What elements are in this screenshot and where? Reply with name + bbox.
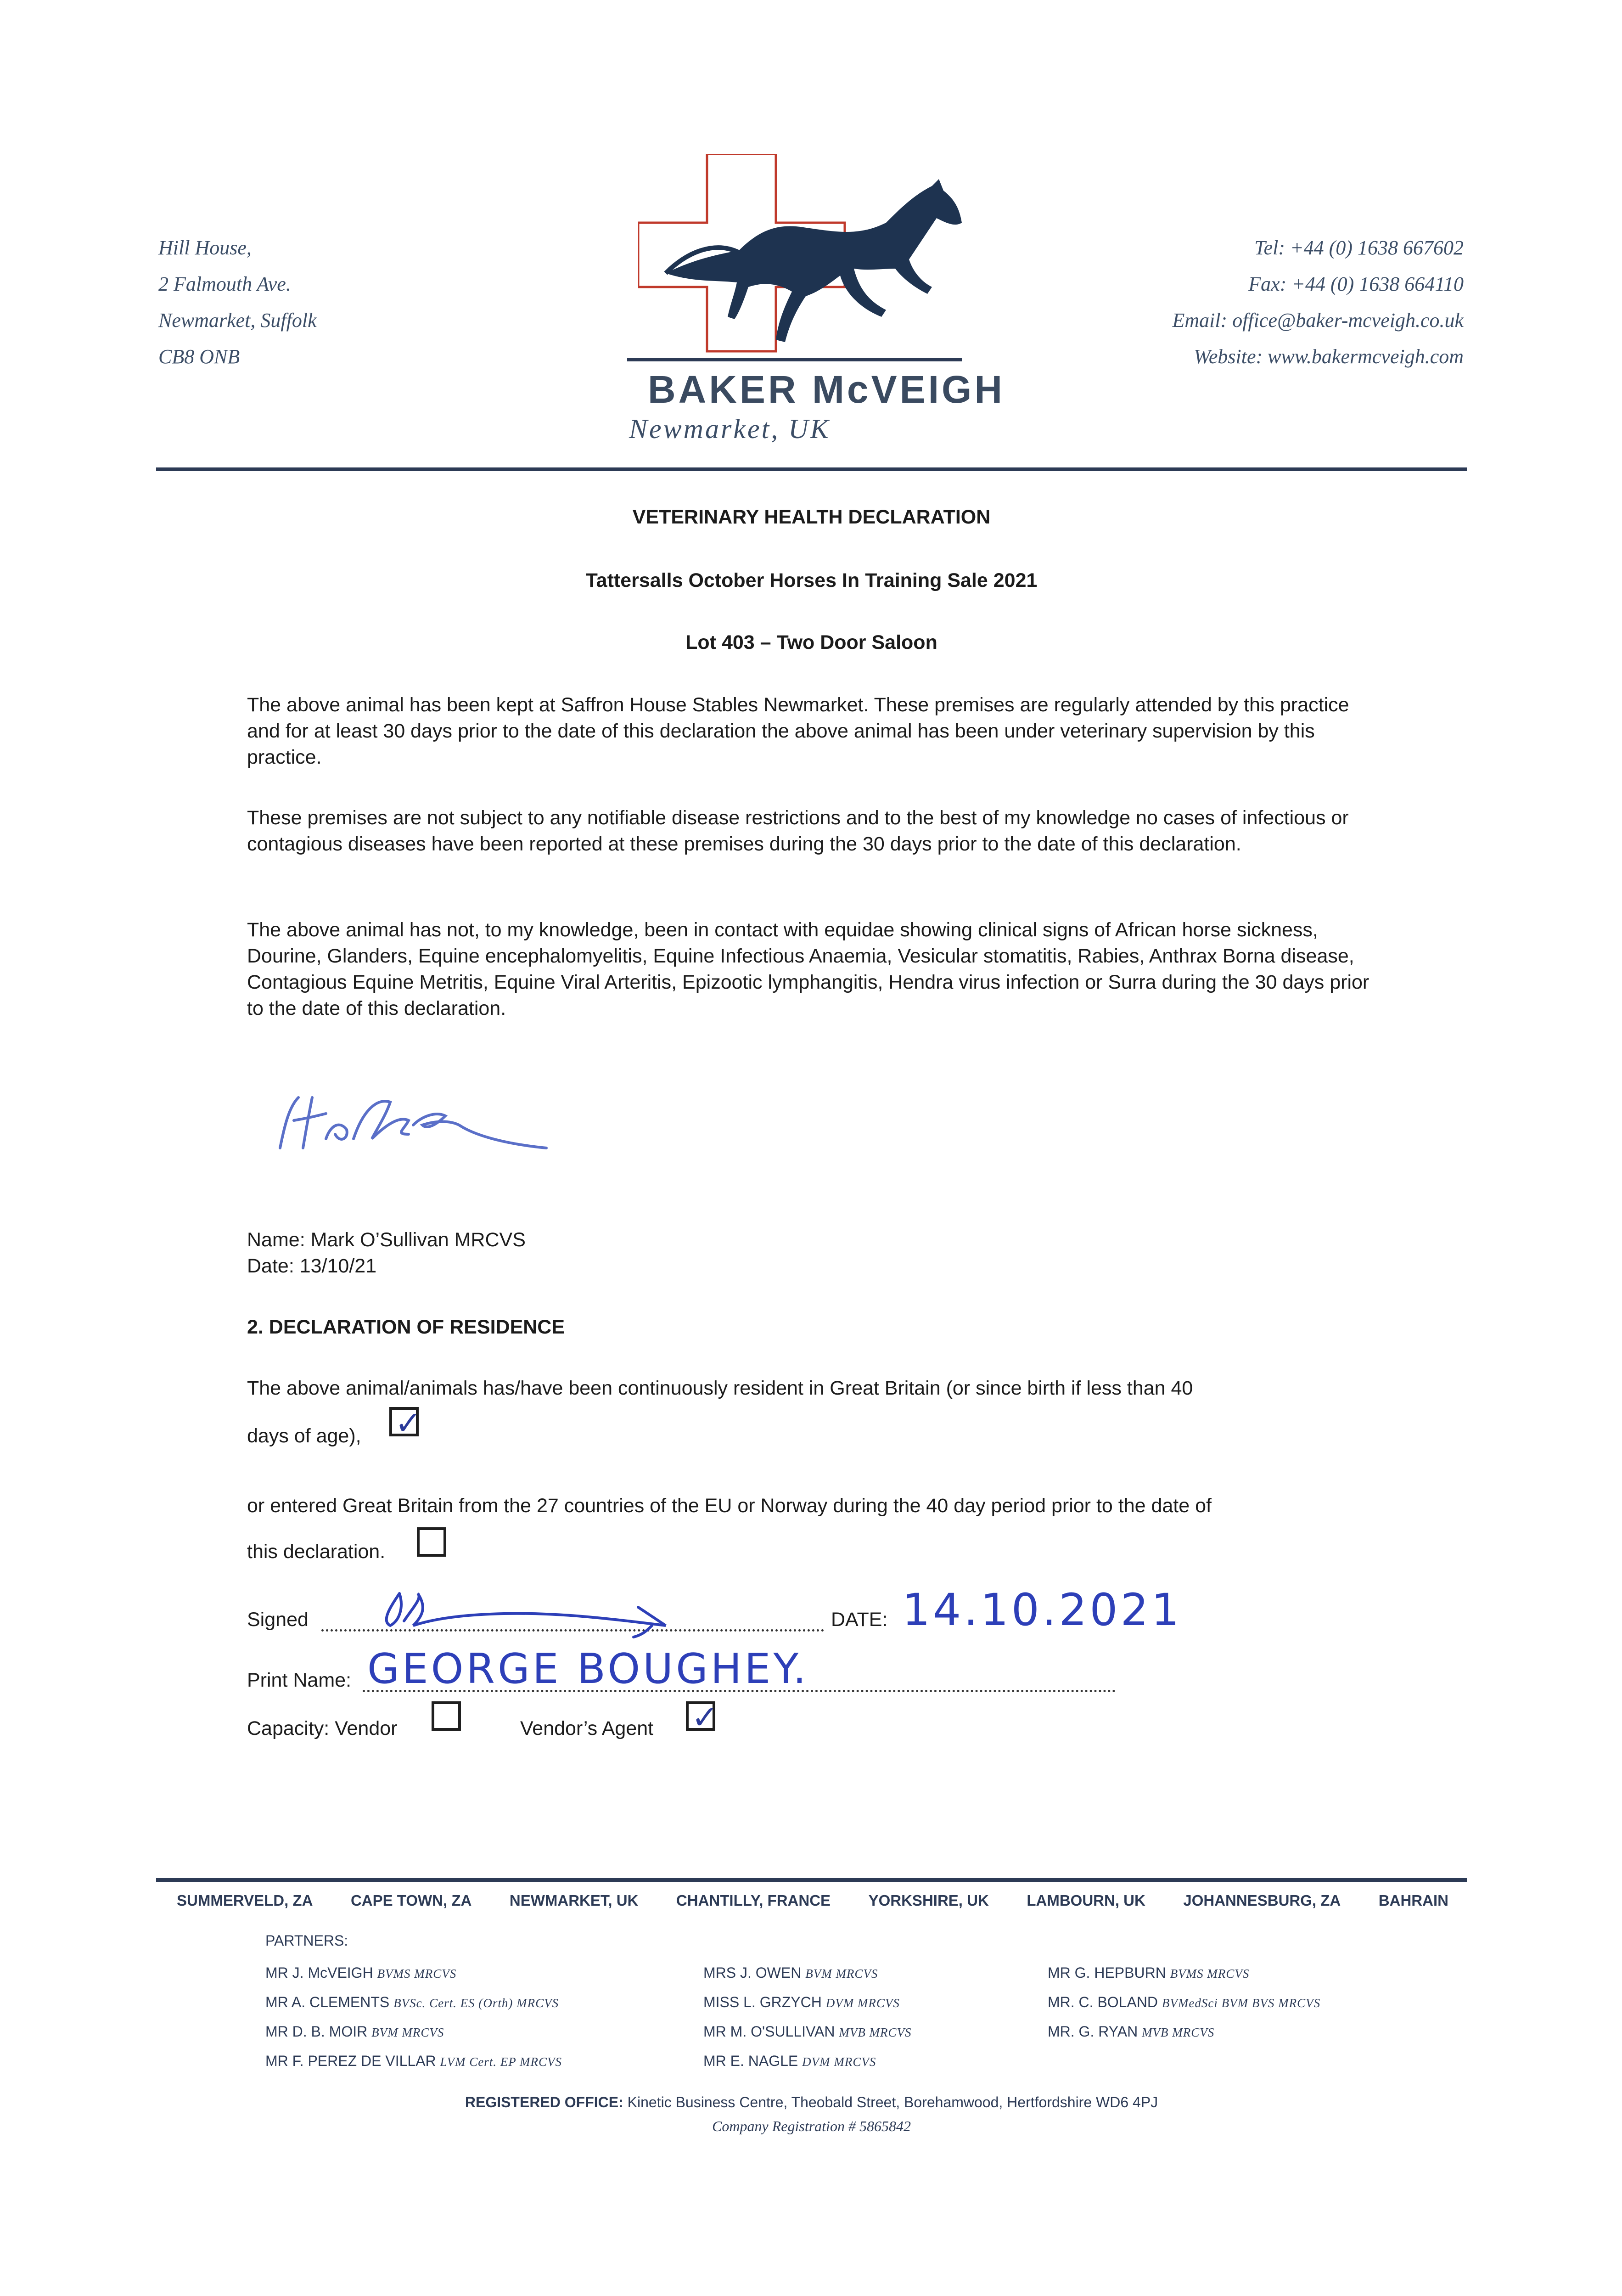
partners-column-3	[1048, 1958, 1320, 2047]
office-location: LAMBOURN, UK	[1027, 1892, 1145, 1909]
partner-entry: MR. C. BOLAND BVMedSci BVM BVS MRCVS	[1048, 1994, 1321, 2010]
partner-entry: MR. G. RYAN MVB MRCVS	[1048, 2023, 1215, 2040]
paragraph-contact: The above animal has not, to my knowledge, been in contact with equidae showing clinical signs of African horse sickness, Dourine, Glanders, Equine encephalomyelitis, Equine Infectious Anaemia, Vesicular stomatitis, Rabies, Anthrax Borna disease, Contagious Equine Metritis, Equine Viral Arteritis, Epizootic lymphangitis, Hendra virus infection or Surra during the 30 days prior to the date of this declaration.	[247, 919, 1369, 1019]
print-name-value[interactable]: GEORGE BOUGHEY.	[367, 1645, 809, 1693]
residence-statement-1-end: days of age),	[247, 1425, 361, 1447]
partner-entry: MRS J. OWEN BVM MRCVS	[703, 1964, 878, 1981]
header-divider	[156, 467, 1467, 471]
company-logo	[638, 154, 987, 360]
office-location: SUMMERVELD, ZA	[177, 1892, 313, 1909]
partner-entry: MR M. O'SULLIVAN MVB MRCVS	[703, 2023, 912, 2040]
residence-statement-2: or entered Great Britain from the 27 countries of the EU or Norway during the 40 day period prior to the date of	[247, 1495, 1212, 1517]
partners-column-2	[703, 1958, 912, 2076]
contact-website: Website: www.bakermcveigh.com	[1194, 345, 1464, 368]
agent-label: Vendor’s Agent	[520, 1717, 654, 1739]
partner-entry: MISS L. GRZYCH DVM MRCVS	[703, 1994, 900, 2010]
vet-date: Date: 13/10/21	[247, 1255, 377, 1277]
partner-entry: MR D. B. MOIR BVM MRCVS	[265, 2023, 444, 2040]
office-location: NEWMARKET, UK	[509, 1892, 639, 1909]
address-line: Newmarket, Suffolk	[158, 309, 317, 332]
vendor-signature	[372, 1580, 702, 1644]
office-location: YORKSHIRE, UK	[868, 1892, 989, 1909]
address-line: 2 Falmouth Ave.	[158, 273, 291, 295]
contact-fax: Fax: +44 (0) 1638 664110	[1248, 273, 1464, 295]
date-label: DATE:	[831, 1609, 888, 1631]
office-location: JOHANNESBURG, ZA	[1183, 1892, 1341, 1909]
check-mark-icon: ✓	[395, 1404, 422, 1442]
entered-gb-checkbox[interactable]	[417, 1527, 446, 1557]
office-location: CAPE TOWN, ZA	[350, 1892, 472, 1909]
address-line: Hill House,	[158, 236, 252, 259]
paragraph-premises: These premises are not subject to any notifiable disease restrictions and to the best of my knowledge no cases of infectious or contagious diseases have been reported at these premises during the 30 days prior to the date of this declaration.	[247, 807, 1349, 855]
address-line: CB8 ONB	[158, 345, 240, 368]
document-title: VETERINARY HEALTH DECLARATION	[632, 506, 991, 528]
office-location: CHANTILLY, FRANCE	[676, 1892, 831, 1909]
partner-entry: MR F. PEREZ DE VILLAR LVM Cert. EP MRCVS	[265, 2053, 562, 2069]
horse-cross-logo-icon	[638, 154, 987, 360]
residence-heading: 2. DECLARATION OF RESIDENCE	[247, 1316, 565, 1338]
signed-label: Signed	[247, 1609, 309, 1631]
registered-office-label: REGISTERED OFFICE:	[465, 2094, 623, 2110]
partner-entry: MR A. CLEMENTS BVSc. Cert. ES (Orth) MRCVS	[265, 1994, 559, 2010]
print-name-label: Print Name:	[247, 1669, 352, 1691]
sale-name: Tattersalls October Horses In Training Sale 2021	[585, 569, 1038, 591]
residence-statement-1: The above animal/animals has/have been continuously resident in Great Britain (or since birth if less than 40	[247, 1377, 1193, 1399]
residence-statement-2-end: this declaration.	[247, 1541, 386, 1563]
brand-name: BAKER McVEIGH	[647, 368, 1005, 411]
registered-office-address: Kinetic Business Centre, Theobald Street, Borehamwood, Hertfordshire WD6 4PJ	[627, 2094, 1158, 2110]
contact-tel: Tel: +44 (0) 1638 667602	[1254, 236, 1464, 259]
vet-signature	[271, 1070, 556, 1162]
resident-gb-checkbox[interactable]	[389, 1404, 422, 1442]
partner-entry: MR J. McVEIGH BVMS MRCVS	[265, 1964, 457, 1981]
partner-entry: MR G. HEPBURN BVMS MRCVS	[1048, 1964, 1250, 1981]
lot-name: Lot 403 – Two Door Saloon	[685, 631, 937, 653]
paragraph-stabling: The above animal has been kept at Saffron House Stables Newmarket. These premises are regularly attended by this practice and for at least 30 days prior to the date of this declaration the above animal has been under veterinary supervision by this practice.	[247, 694, 1349, 768]
office-location: BAHRAIN	[1378, 1892, 1448, 1909]
capacity-vendor-checkbox[interactable]	[432, 1701, 461, 1731]
vet-name: Name: Mark O’Sullivan MRCVS	[247, 1229, 526, 1251]
check-mark-icon: ✓	[691, 1699, 718, 1736]
partners-column-1	[265, 1958, 562, 2076]
date-value[interactable]: 14.10.2021	[902, 1584, 1182, 1636]
capacity-agent-checkbox[interactable]	[686, 1699, 718, 1736]
registered-office	[156, 2094, 1467, 2111]
logo-underline	[627, 358, 962, 361]
company-registration: Company Registration # 5865842	[712, 2118, 911, 2134]
capacity-label: Capacity: Vendor	[247, 1717, 398, 1739]
office-locations	[177, 1892, 1448, 1909]
footer-divider	[156, 1878, 1467, 1882]
practice-address	[158, 230, 317, 375]
contact-details	[1005, 230, 1464, 375]
partner-entry: MR E. NAGLE DVM MRCVS	[703, 2053, 876, 2069]
contact-email: Email: office@baker-mcveigh.co.uk	[1172, 309, 1464, 332]
brand-location: Newmarket, UK	[629, 414, 831, 444]
partners-heading: PARTNERS:	[265, 1932, 348, 1949]
